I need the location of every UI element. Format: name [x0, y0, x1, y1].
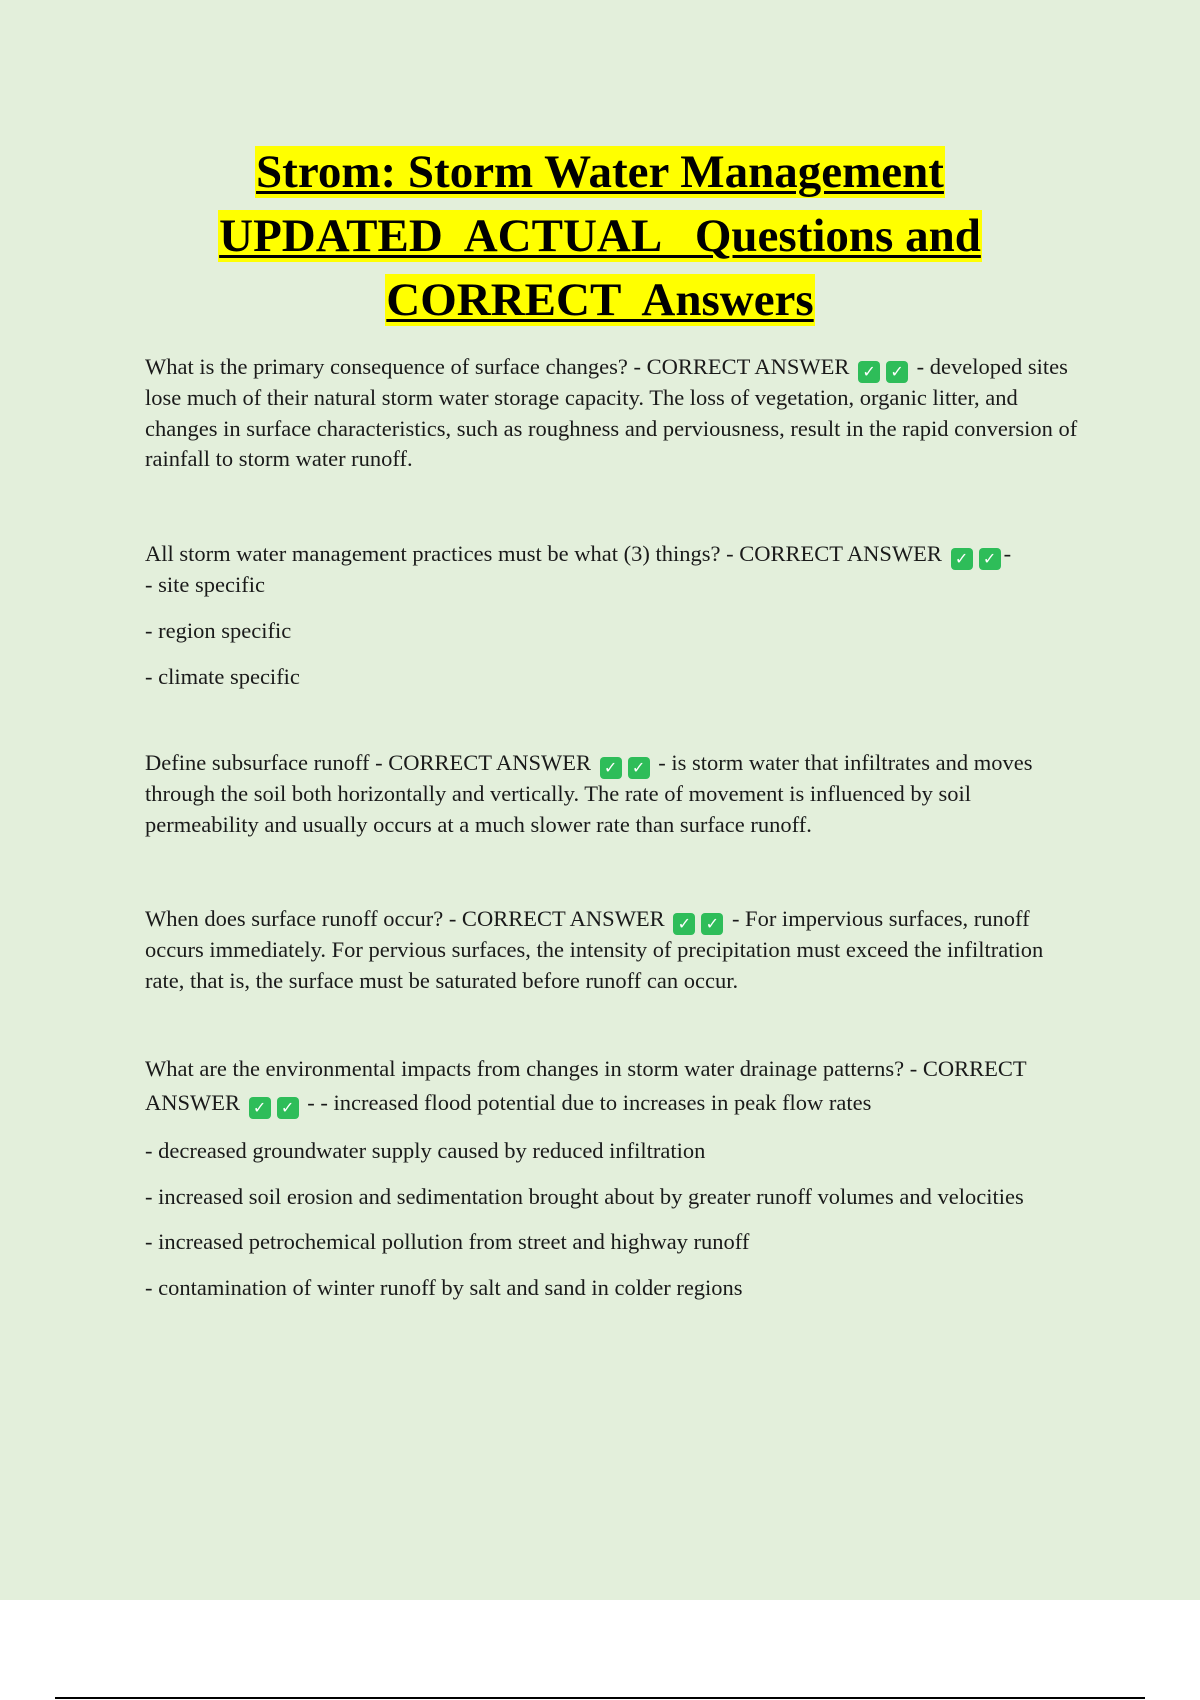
- check-icon: ✓: [886, 361, 908, 383]
- answer-text: - - site specific: [145, 540, 1012, 597]
- question-text: What is the primary consequence of surface changes? - CORRECT ANSWER: [145, 354, 850, 379]
- qa-block: [145, 904, 1085, 996]
- question-text: Define subsurface runoff - CORRECT ANSWER: [145, 750, 591, 775]
- answer-text: - - increased flood potential due to increases in peak flow rates: [307, 1090, 872, 1115]
- question-text: What are the environmental impacts from changes in storm water drainage patterns? - CORRECT ANSWER: [145, 1056, 1027, 1115]
- document-title: [0, 140, 1200, 332]
- answer-list-item: - increased petrochemical pollution from street and highway runoff: [145, 1229, 750, 1254]
- check-icon: ✓: [249, 1097, 271, 1119]
- check-icon: ✓: [951, 548, 973, 570]
- qa-question-answer: [145, 539, 1085, 601]
- title-line-2: UPDATED ACTUAL Questions and: [219, 210, 981, 262]
- footer-divider: [55, 1697, 1145, 1699]
- qa-question-answer: [145, 352, 1085, 475]
- check-icon: ✓: [600, 757, 622, 779]
- answer-text: - developed sites lose much of their natural storm water storage capacity. The loss of vegetation, organic litter, and changes in surface characteristics, such as roughness and perviousness, result in the rapid conversion of rainfall to storm water runoff.: [145, 354, 1078, 471]
- answer-list-item: - region specific: [145, 618, 292, 643]
- answer-list-item: - climate specific: [145, 663, 300, 689]
- qa-block: [145, 748, 1085, 840]
- title-line-3: CORRECT Answers: [386, 274, 814, 326]
- answer-text: - is storm water that infiltrates and moves through the soil both horizontally and vertically. The rate of movement is influenced by soil permeability and usually occurs at a much slower rate than surface runoff.: [145, 750, 1033, 837]
- check-icon: ✓: [277, 1097, 299, 1119]
- title-line-1: Strom: Storm Water Management: [256, 146, 944, 198]
- qa-list: [145, 352, 1085, 1318]
- check-icon: ✓: [979, 548, 1001, 570]
- qa-block: [145, 352, 1085, 475]
- answer-list-item: - contamination of winter runoff by salt and sand in colder regions: [145, 1274, 743, 1300]
- check-icon: ✓: [628, 757, 650, 779]
- answer-list-item: - increased soil erosion and sedimentation brought about by greater runoff volumes and velocities: [145, 1183, 1024, 1209]
- answer-text: - For impervious surfaces, runoff occurs immediately. For pervious surfaces, the intensity of precipitation must exceed the infiltration rate, that is, the surface must be saturated before runoff can occur.: [145, 906, 1044, 993]
- qa-block: [145, 539, 1085, 693]
- qa-question-answer: [145, 904, 1085, 996]
- qa-question-answer: [145, 1052, 1085, 1120]
- answer-list-item: - decreased groundwater supply caused by reduced infiltration: [145, 1138, 706, 1163]
- question-text: All storm water management practices must be what (3) things? - CORRECT ANSWER: [145, 540, 942, 566]
- qa-block: [145, 1052, 1085, 1303]
- qa-question-answer: [145, 748, 1085, 840]
- question-text: When does surface runoff occur? - CORRECT ANSWER: [145, 906, 665, 931]
- check-icon: ✓: [858, 361, 880, 383]
- check-icon: ✓: [673, 913, 695, 935]
- check-icon: ✓: [701, 913, 723, 935]
